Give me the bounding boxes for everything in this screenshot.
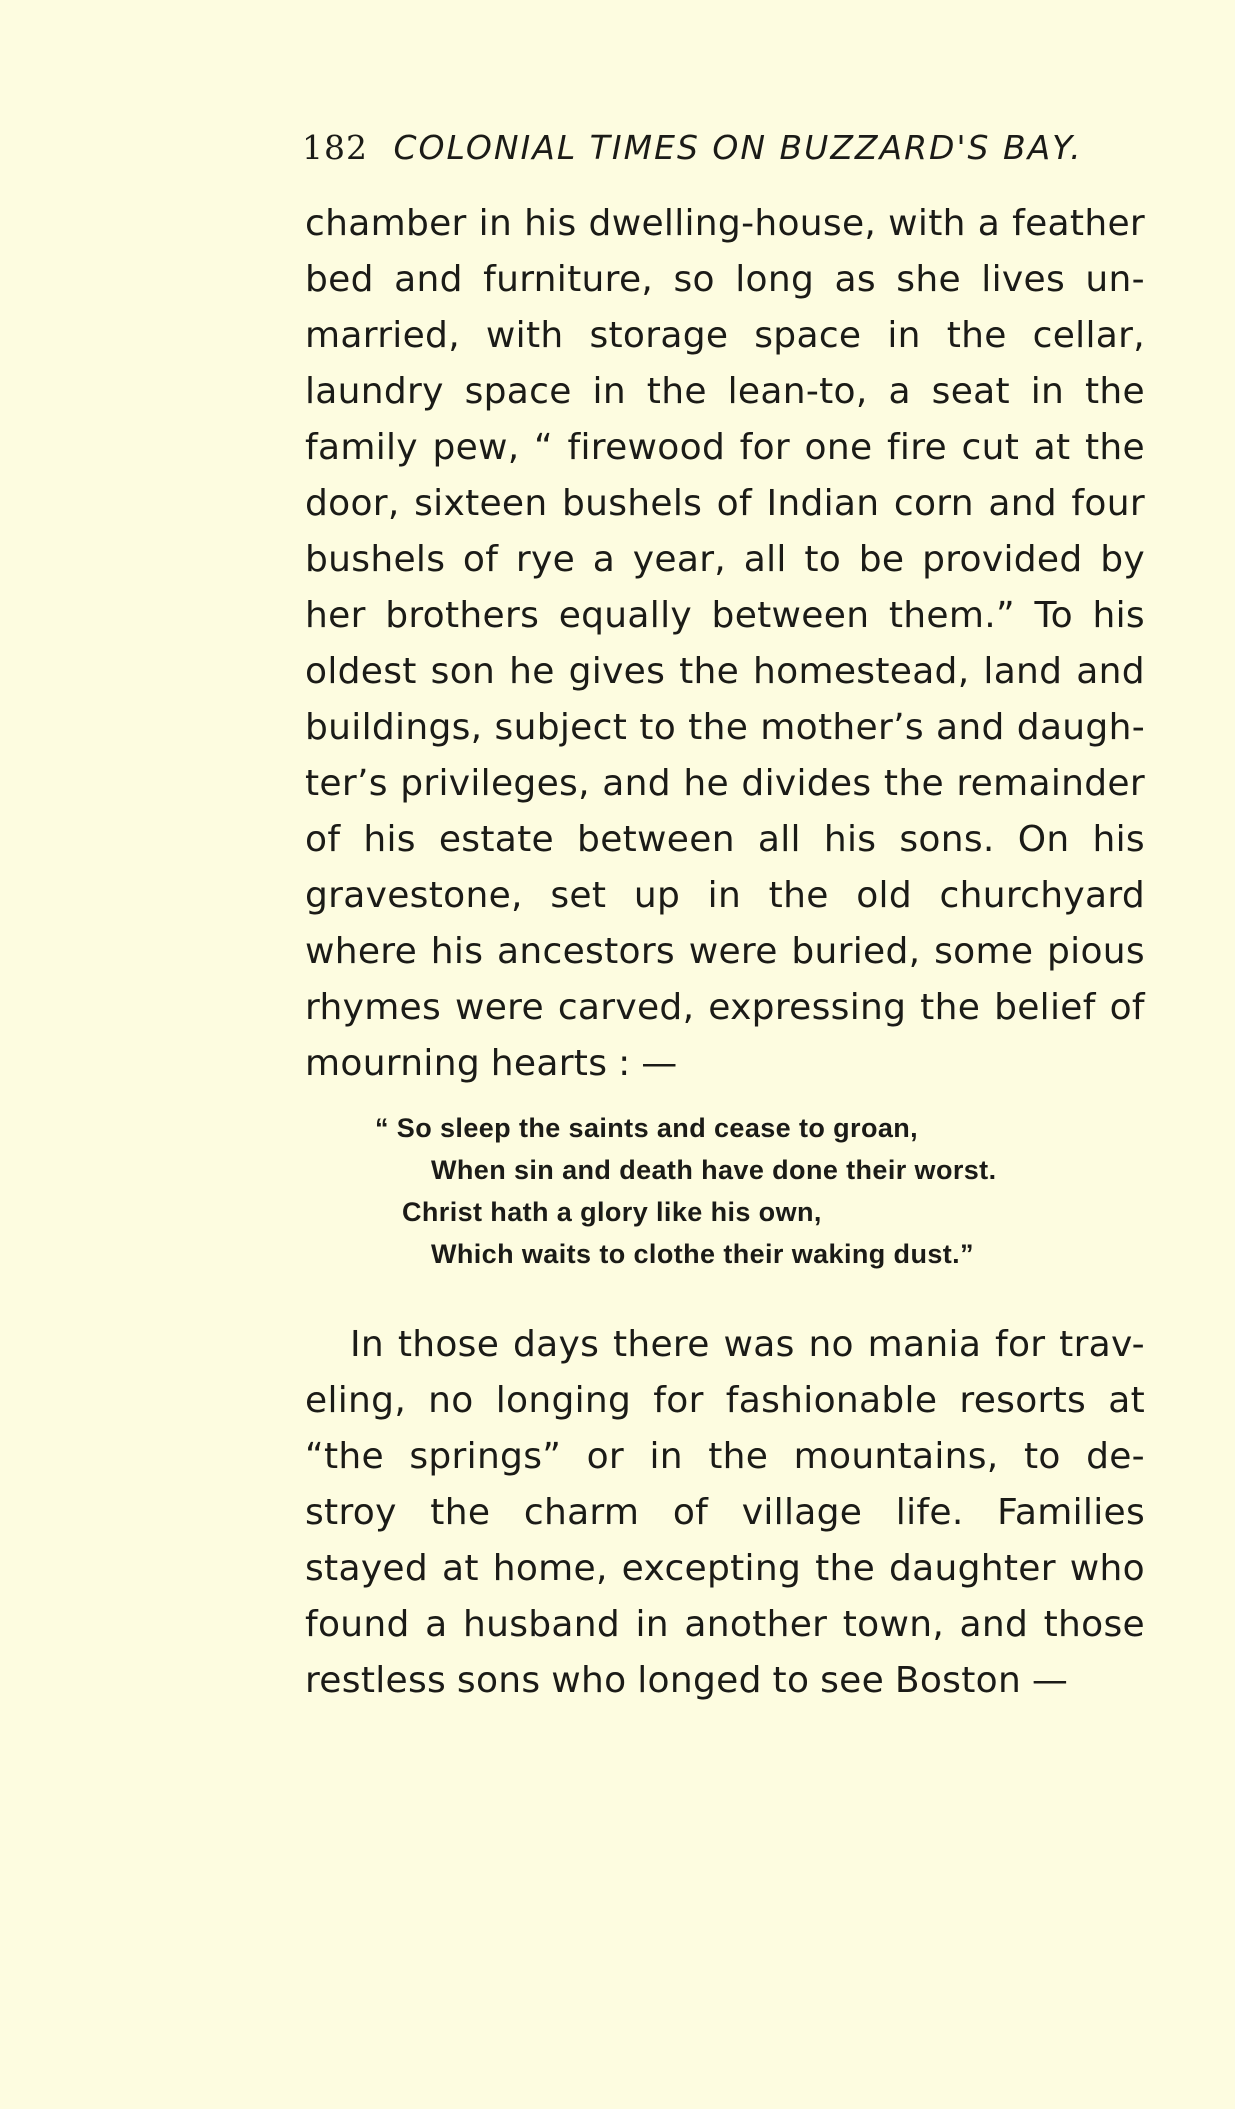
- word: those: [1043, 1604, 1145, 1645]
- word: lean-to,: [727, 371, 868, 412]
- word: sons.: [899, 819, 995, 860]
- word: for: [739, 427, 791, 468]
- word: daughter: [888, 1548, 1056, 1589]
- verse-line: Which waits to clothe their waking dust.”: [431, 1239, 974, 1269]
- word: all: [743, 539, 787, 580]
- word: the: [883, 763, 944, 804]
- word: to: [804, 539, 842, 580]
- word: to: [639, 707, 677, 748]
- word: expressing: [708, 987, 907, 1028]
- word: the: [430, 1492, 491, 1533]
- word: provided: [922, 539, 1083, 580]
- word: and: [1076, 651, 1145, 692]
- verse-line: Christ hath a glory like his own,: [402, 1197, 822, 1227]
- word: firewood: [567, 427, 726, 468]
- word: door,: [305, 483, 400, 524]
- word: of: [462, 539, 499, 580]
- word: at: [1108, 1380, 1145, 1421]
- word: who: [551, 1660, 627, 1701]
- word: cellar,: [1032, 315, 1145, 356]
- word: the: [1085, 371, 1145, 412]
- word: see: [820, 1660, 885, 1701]
- word: be: [858, 539, 905, 580]
- word: Families: [997, 1492, 1145, 1533]
- word: a: [592, 539, 616, 580]
- word: some: [934, 931, 1034, 972]
- word: her: [305, 595, 366, 636]
- word: the: [708, 1436, 769, 1477]
- word: Indian: [766, 483, 880, 524]
- word: springs”: [409, 1436, 562, 1477]
- word: by: [1100, 539, 1145, 580]
- word: “the: [305, 1436, 384, 1477]
- text-line: [305, 252, 1145, 308]
- word: ancestors: [497, 931, 675, 972]
- word: belief: [994, 987, 1096, 1028]
- word: storage: [589, 315, 729, 356]
- word: bushels: [561, 483, 703, 524]
- word: them.”: [888, 595, 1015, 636]
- word: all: [757, 819, 801, 860]
- word: home,: [492, 1548, 608, 1589]
- word: of: [305, 819, 341, 860]
- word: a: [425, 1604, 448, 1645]
- word: as: [834, 259, 876, 300]
- word: un-: [1085, 259, 1145, 300]
- word: oldest: [305, 651, 417, 692]
- word: his: [524, 203, 577, 244]
- word: remainder: [956, 763, 1145, 804]
- word: pious: [1047, 931, 1145, 972]
- word: divides: [741, 763, 872, 804]
- paragraph-2: [305, 1317, 1145, 1709]
- word: or: [586, 1436, 625, 1477]
- word: for: [653, 1380, 704, 1421]
- word: gravestone,: [305, 875, 523, 916]
- word: who: [1069, 1548, 1145, 1589]
- word: another: [684, 1604, 828, 1645]
- word: the: [815, 1548, 876, 1589]
- text-line: [305, 308, 1145, 364]
- word: he: [509, 651, 555, 692]
- word: longed: [637, 1660, 762, 1701]
- word: dwelling-house,: [588, 203, 877, 244]
- word: rhymes: [305, 987, 442, 1028]
- word: pew,: [432, 427, 520, 468]
- word: Boston: [894, 1660, 1022, 1701]
- word: and: [959, 1604, 1029, 1645]
- word: of: [1109, 987, 1145, 1028]
- word: village: [741, 1492, 863, 1533]
- word: of: [716, 483, 752, 524]
- word: and: [988, 483, 1057, 524]
- epitaph-verse: [375, 1107, 996, 1275]
- text-line: [305, 1429, 1145, 1485]
- word: between: [711, 595, 870, 636]
- verse-line: “ So sleep the saints and cease to groan,: [375, 1113, 919, 1143]
- text-line: [305, 1317, 1145, 1373]
- word: trav-: [1059, 1324, 1145, 1365]
- word: the: [946, 315, 1007, 356]
- text-line: [305, 420, 1145, 476]
- word: sons: [456, 1660, 541, 1701]
- word: a: [977, 203, 1001, 244]
- word: the: [920, 987, 981, 1028]
- word: no: [808, 1324, 854, 1365]
- paragraph-1: [305, 196, 1145, 1092]
- text-line: [305, 1373, 1145, 1429]
- word: privileges,: [400, 763, 590, 804]
- word: old: [856, 875, 912, 916]
- text-line: [305, 756, 1145, 812]
- word: the: [688, 707, 749, 748]
- word: with: [888, 203, 966, 244]
- word: bushels: [305, 539, 446, 580]
- word: mourning: [305, 1043, 480, 1084]
- word: “: [534, 427, 553, 468]
- running-title: COLONIAL TIMES ON BUZZARD'S BAY.: [393, 128, 1083, 167]
- word: in: [635, 1604, 669, 1645]
- text-line: [305, 588, 1145, 644]
- word: buried,: [791, 931, 921, 972]
- word: daugh-: [1016, 707, 1145, 748]
- running-header: [302, 128, 1142, 168]
- word: In: [350, 1324, 385, 1365]
- word: —: [641, 1043, 678, 1084]
- word: equally: [558, 595, 692, 636]
- word: cut: [961, 427, 1020, 468]
- word: :: [618, 1043, 631, 1084]
- text-line: [305, 196, 1145, 252]
- text-line: [305, 476, 1145, 532]
- word: up: [633, 875, 681, 916]
- word: longing: [495, 1380, 632, 1421]
- word: corn: [893, 483, 974, 524]
- word: carved,: [557, 987, 695, 1028]
- text-line: [305, 868, 1145, 924]
- word: no: [428, 1380, 474, 1421]
- word: were: [688, 931, 778, 972]
- word: to: [1023, 1436, 1061, 1477]
- word: rye: [515, 539, 576, 580]
- text-line: [305, 1541, 1145, 1597]
- word: for: [994, 1324, 1046, 1365]
- word: chamber: [305, 203, 467, 244]
- word: mother’s: [760, 707, 924, 748]
- word: the: [679, 651, 740, 692]
- word: de-: [1086, 1436, 1145, 1477]
- word: were: [454, 987, 544, 1028]
- word: and: [602, 763, 671, 804]
- word: his: [363, 819, 416, 860]
- word: bed: [305, 259, 374, 300]
- word: in: [478, 203, 513, 244]
- word: the: [1084, 427, 1145, 468]
- word: of: [672, 1492, 709, 1533]
- word: feather: [1012, 203, 1145, 244]
- word: those: [397, 1324, 500, 1365]
- word: between: [577, 819, 735, 860]
- word: with: [485, 315, 564, 356]
- word: laundry: [305, 371, 444, 412]
- text-line: [305, 1597, 1145, 1653]
- word: charm: [523, 1492, 640, 1533]
- word: eling,: [305, 1380, 407, 1421]
- word: was: [723, 1324, 795, 1365]
- word: days: [512, 1324, 600, 1365]
- word: —: [1031, 1660, 1069, 1701]
- word: to: [772, 1660, 810, 1701]
- text-line: [305, 644, 1145, 700]
- word: furniture,: [483, 259, 654, 300]
- word: she: [896, 259, 961, 300]
- word: resorts: [959, 1380, 1087, 1421]
- word: long: [735, 259, 815, 300]
- text-line: [305, 1036, 1145, 1092]
- text-line: [305, 1653, 1145, 1709]
- word: the: [646, 371, 707, 412]
- word: his: [430, 931, 484, 972]
- word: husband: [462, 1604, 621, 1645]
- word: so: [673, 259, 715, 300]
- word: year,: [632, 539, 727, 580]
- word: fire: [886, 427, 947, 468]
- text-line: [305, 532, 1145, 588]
- page-number: 182: [302, 128, 368, 167]
- word: at: [1033, 427, 1071, 468]
- word: married,: [305, 315, 460, 356]
- verse-line: When sin and death have done their worst.: [431, 1155, 997, 1185]
- word: On: [1017, 819, 1070, 860]
- word: fashionable: [725, 1380, 938, 1421]
- word: mania: [867, 1324, 982, 1365]
- text-line: [305, 980, 1145, 1036]
- word: one: [804, 427, 873, 468]
- word: life.: [895, 1492, 964, 1533]
- word: buildings,: [305, 707, 483, 748]
- word: in: [887, 315, 921, 356]
- word: lives: [981, 259, 1065, 300]
- word: in: [707, 875, 742, 916]
- word: a: [888, 371, 911, 412]
- word: in: [592, 371, 626, 412]
- word: homestead,: [753, 651, 970, 692]
- word: he: [683, 763, 729, 804]
- word: land: [983, 651, 1063, 692]
- word: set: [550, 875, 607, 916]
- word: four: [1071, 483, 1145, 524]
- text-line: [305, 924, 1145, 980]
- word: space: [464, 371, 572, 412]
- word: hearts: [490, 1043, 608, 1084]
- word: stayed: [305, 1548, 429, 1589]
- word: gives: [568, 651, 666, 692]
- word: seat: [931, 371, 1010, 412]
- word: mountains,: [793, 1436, 999, 1477]
- word: space: [754, 315, 862, 356]
- word: at: [441, 1548, 479, 1589]
- word: family: [305, 427, 418, 468]
- word: sixteen: [414, 483, 548, 524]
- word: son: [430, 651, 496, 692]
- word: his: [1092, 819, 1145, 860]
- word: excepting: [621, 1548, 802, 1589]
- word: where: [305, 931, 418, 972]
- word: in: [1030, 371, 1065, 412]
- word: the: [768, 875, 829, 916]
- text-line: [305, 364, 1145, 420]
- text-line: [305, 1485, 1145, 1541]
- word: found: [305, 1604, 410, 1645]
- text-line: [305, 700, 1145, 756]
- word: in: [649, 1436, 683, 1477]
- word: stroy: [305, 1492, 397, 1533]
- word: and: [394, 259, 463, 300]
- word: his: [1092, 595, 1145, 636]
- word: and: [936, 707, 1005, 748]
- word: town,: [842, 1604, 945, 1645]
- word: his: [823, 819, 877, 860]
- word: subject: [494, 707, 628, 748]
- word: there: [612, 1324, 710, 1365]
- word: estate: [438, 819, 555, 860]
- word: ter’s: [305, 763, 388, 804]
- text-line: [305, 812, 1145, 868]
- word: restless: [305, 1660, 447, 1701]
- word: brothers: [385, 595, 540, 636]
- word: To: [1034, 595, 1073, 636]
- word: churchyard: [939, 875, 1145, 916]
